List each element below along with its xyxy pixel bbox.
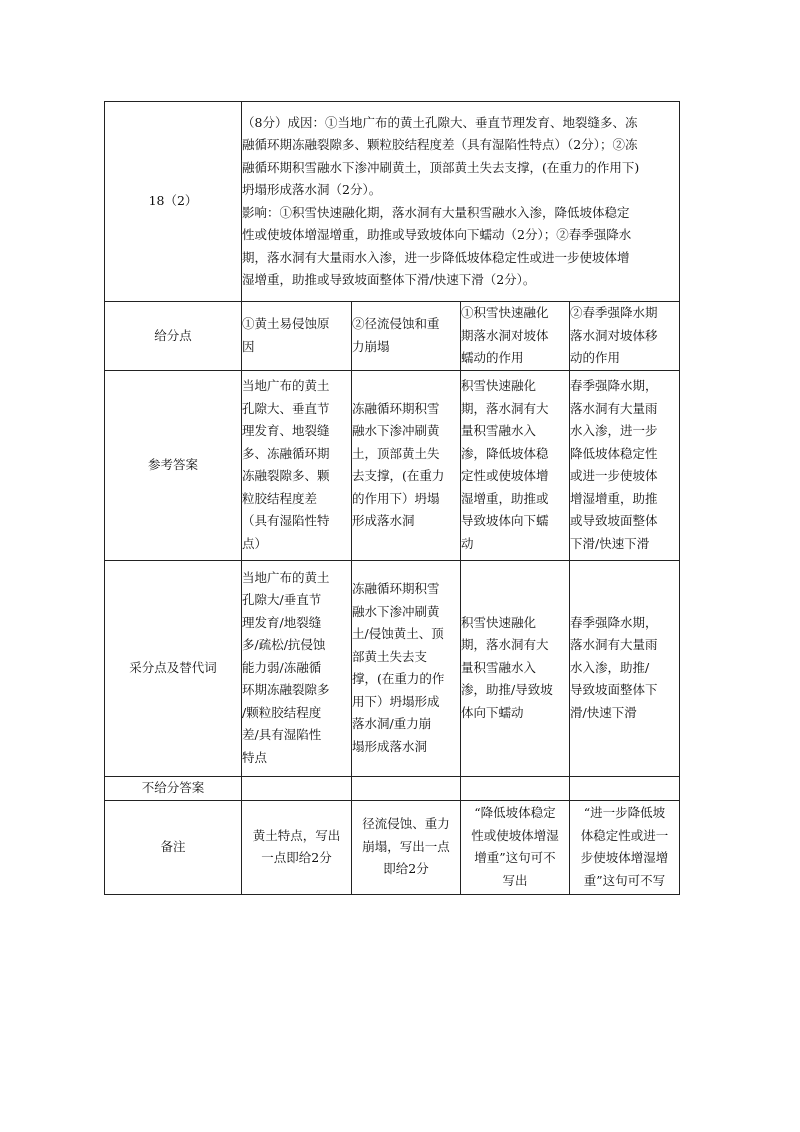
answer-line: 坍塌形成落水洞（2分）。 xyxy=(242,182,382,197)
reference-answer-cell: 冻融循环期积雪 融水下渗冲刷黄 土，顶部黄土失 去支撑，(在重力 的作用下）坍塌 形成落水洞 xyxy=(352,370,461,560)
reference-answer-cell: 当地广布的黄土 孔隙大、垂直节 理发育、地裂缝 多、冻融循环期 冻融裂隙多、颗 粒胶结程度差 （具有湿陷性特 点） xyxy=(242,370,352,560)
answer-line: 融循环期积雪融水下渗冲刷黄土，顶部黄土失去支撑，(在重力的作用下) xyxy=(242,159,640,175)
notes-row xyxy=(105,800,680,894)
answer-line: 融循环期冻融裂隙多、颗粒胶结程度差（具有湿陷性特点）（2分）；②冻 xyxy=(242,137,638,152)
scoring-point-cell: ②春季强降水期 落水洞对坡体移 动的作用 xyxy=(570,302,680,371)
reference-answer-row xyxy=(105,370,680,560)
reference-answer-cell: 积雪快速融化 期，落水洞有大 量积雪融水入 渗，降低坡体稳 定性或使坡体增 湿增重，助推或 导致坡体向下蠕 动 xyxy=(461,370,570,560)
scoring-alternatives-label: 采分点及替代词 xyxy=(105,560,242,776)
note-cell: 黄土特点，写出 一点即给2分 xyxy=(242,800,352,894)
reference-answer-cell: 春季强降水期， 落水洞有大量雨 水入渗，进一步 降低坡体稳定性 或进一步使坡体 增湿增重，助推 或导致坡面整体 下滑/快速下滑 xyxy=(570,370,680,560)
no-score-label: 不给分答案 xyxy=(105,776,242,800)
answer-line: 性或使坡体增湿增重，助推或导致坡体向下蠕动（2分）；②春季强降水 xyxy=(242,227,632,242)
note-cell: “降低坡体稳定 性或使坡体增湿 增重”这句可不 写出 xyxy=(461,800,570,894)
answer-line: 湿增重，助推或导致坡面整体下滑/快速下滑（2分）。 xyxy=(242,272,536,287)
answer-line: 影响：①积雪快速融化期，落水洞有大量积雪融水入渗，降低坡体稳定 xyxy=(242,204,630,220)
answer-line: （8分）成因：①当地广布的黄土孔隙大、垂直节理发育、地裂缝多、冻 xyxy=(242,114,638,130)
reference-answer-label: 参考答案 xyxy=(105,370,242,560)
scoring-point-cell: ②径流侵蚀和重 力崩塌 xyxy=(352,302,461,371)
question-label: 18（2） xyxy=(105,102,242,302)
scoring-alternatives-row xyxy=(105,560,680,776)
scoring-points-row xyxy=(105,302,680,371)
note-cell: “进一步降低坡 体稳定性或进一 步使坡体增湿增 重”这句可不写 xyxy=(570,800,680,894)
no-score-row xyxy=(105,776,680,800)
scoring-alternative-cell: 积雪快速融化 期，落水洞有大 量积雪融水入 渗，助推/导致坡 体向下蠕动 xyxy=(461,560,570,776)
question-answer xyxy=(242,102,680,302)
scoring-alternative-cell: 冻融循环期积雪 融水下渗冲刷黄 土/侵蚀黄土、顶 部黄土失去支 撑，(在重力的作 用下）坍塌形成 落水洞/重力崩 塌形成落水洞 xyxy=(352,560,461,776)
answer-table xyxy=(104,101,680,895)
scoring-points-label: 给分点 xyxy=(105,302,242,371)
no-score-cell xyxy=(461,776,570,800)
no-score-cell xyxy=(570,776,680,800)
note-cell: 径流侵蚀、重力 崩塌，写出一点 即给2分 xyxy=(352,800,461,894)
scoring-alternative-cell: 春季强降水期， 落水洞有大量雨 水入渗，助推/ 导致坡面整体下 滑/快速下滑 xyxy=(570,560,680,776)
question-row xyxy=(105,102,680,302)
no-score-cell xyxy=(352,776,461,800)
notes-label: 备注 xyxy=(105,800,242,894)
scoring-point-cell: ①积雪快速融化 期落水洞对坡体 蠕动的作用 xyxy=(461,302,570,371)
scoring-point-cell: ①黄土易侵蚀原 因 xyxy=(242,302,352,371)
no-score-cell xyxy=(242,776,352,800)
scoring-alternative-cell: 当地广布的黄土 孔隙大/垂直节 理发育/地裂缝 多/疏松/抗侵蚀 能力弱/冻融循 环期冻融裂隙多 /颗粒胶结程度 差/具有湿陷性 特点 xyxy=(242,560,352,776)
answer-line: 期，落水洞有大量雨水入渗，进一步降低坡体稳定性或进一步使坡体增 xyxy=(242,249,630,265)
